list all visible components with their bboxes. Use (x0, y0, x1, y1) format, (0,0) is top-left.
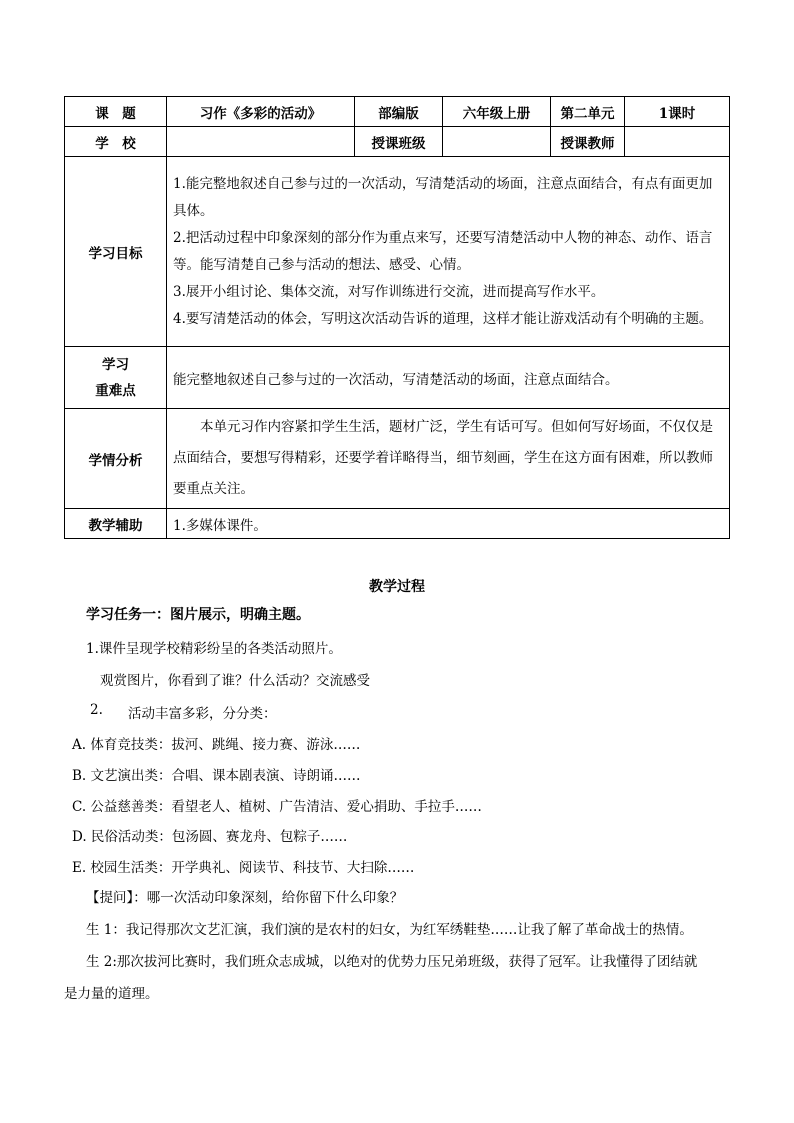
process-title: 教学过程 (369, 579, 425, 595)
student-answer-1: 生 1：我记得那次文艺汇演，我们演的是农村的妇女，为红军绣鞋垫……让我了解了革命战士的热情。 (86, 922, 693, 938)
lesson-label: 课 题 (65, 97, 167, 127)
goal-item: 1.能完整地叙述自己参与过的一次活动，写清楚活动的场面，注意点面结合，有点有面更加具体。 (173, 175, 713, 219)
grade-cell: 六年级上册 (443, 97, 551, 127)
lesson-plan-table (64, 96, 730, 539)
step-one: 1.课件呈现学校精彩纷呈的各类活动照片。 (86, 641, 342, 657)
category-item: A. 体育竞技类：拔河、跳绳、接力赛、游泳…… (72, 737, 361, 753)
row-aids (65, 509, 730, 539)
analysis-text: 本单元习作内容紧扣学生生活，题材广泛，学生有话可写。但如何写好场面，不仅仅是点面结合，要想写得精彩，还要学着详略得当，细节刻画，学生在这方面有困难，所以教师要重点关注。 (167, 409, 730, 509)
unit-cell: 第二单元 (551, 97, 625, 127)
hours-cell: 1课时 (625, 97, 730, 127)
lesson-title: 习作《多彩的活动》 (167, 97, 355, 127)
row-goals (65, 157, 730, 347)
class-label: 授课班级 (355, 127, 443, 157)
aids-label: 教学辅助 (65, 509, 167, 539)
teacher-value (625, 127, 730, 157)
task-one-heading: 学习任务一：图片展示，明确主题。 (86, 607, 310, 623)
key-points-text: 能完整地叙述自己参与过的一次活动，写清楚活动的场面，注意点面结合。 (167, 347, 730, 409)
key-points-label-1: 学习 (102, 356, 129, 373)
goals-content (167, 157, 730, 347)
step-one-sub: 观赏图片，你看到了谁？什么活动？交流感受 (100, 673, 370, 689)
key-points-label (65, 347, 167, 409)
key-points-label-2: 重难点 (95, 382, 136, 399)
category-item: E. 校园生活类：开学典礼、阅读节、科技节、大扫除…… (72, 860, 415, 876)
teacher-label: 授课教师 (551, 127, 625, 157)
goal-item: 2.把活动过程中印象深刻的部分作为重点来写，还要写清楚活动中人物的神态、动作、语言等。能写清楚自己参与活动的想法、感受、心情。 (173, 229, 713, 273)
analysis-label: 学情分析 (65, 409, 167, 509)
question: 【提问】：哪一次活动印象深刻，给你留下什么印象？ (86, 890, 404, 906)
row-lesson-info (65, 97, 730, 127)
student-answer-2: 生 2:那次拔河比赛时，我们班众志成城，以绝对的优势力压兄弟班级，获得了冠军。让我懂得了团结就 (86, 954, 698, 970)
school-value (167, 127, 355, 157)
category-item: C. 公益慈善类：看望老人、植树、广告清洁、爱心捐助、手拉手…… (72, 799, 482, 815)
student-answer-2-cont: 是力量的道理。 (64, 986, 159, 1002)
step-two-number: 2. (90, 702, 103, 718)
step-two-text: 活动丰富多彩，分分类： (128, 706, 277, 722)
goals-label: 学习目标 (65, 157, 167, 347)
category-item: D. 民俗活动类：包汤圆、赛龙舟、包粽子…… (72, 829, 348, 845)
class-value (443, 127, 551, 157)
row-key-points (65, 347, 730, 409)
category-item: B. 文艺演出类：合唱、课本剧表演、诗朗诵…… (72, 768, 361, 784)
aids-text: 1.多媒体课件。 (167, 509, 730, 539)
row-analysis (65, 409, 730, 509)
edition-cell: 部编版 (355, 97, 443, 127)
school-label: 学 校 (65, 127, 167, 157)
goal-item: 3.展开小组讨论、集体交流，对写作训练进行交流，进而提高写作水平。 (173, 283, 605, 300)
goal-item: 4.要写清楚活动的体会，写明这次活动告诉的道理，这样才能让游戏活动有个明确的主题。 (173, 310, 713, 327)
row-school-info (65, 127, 730, 157)
